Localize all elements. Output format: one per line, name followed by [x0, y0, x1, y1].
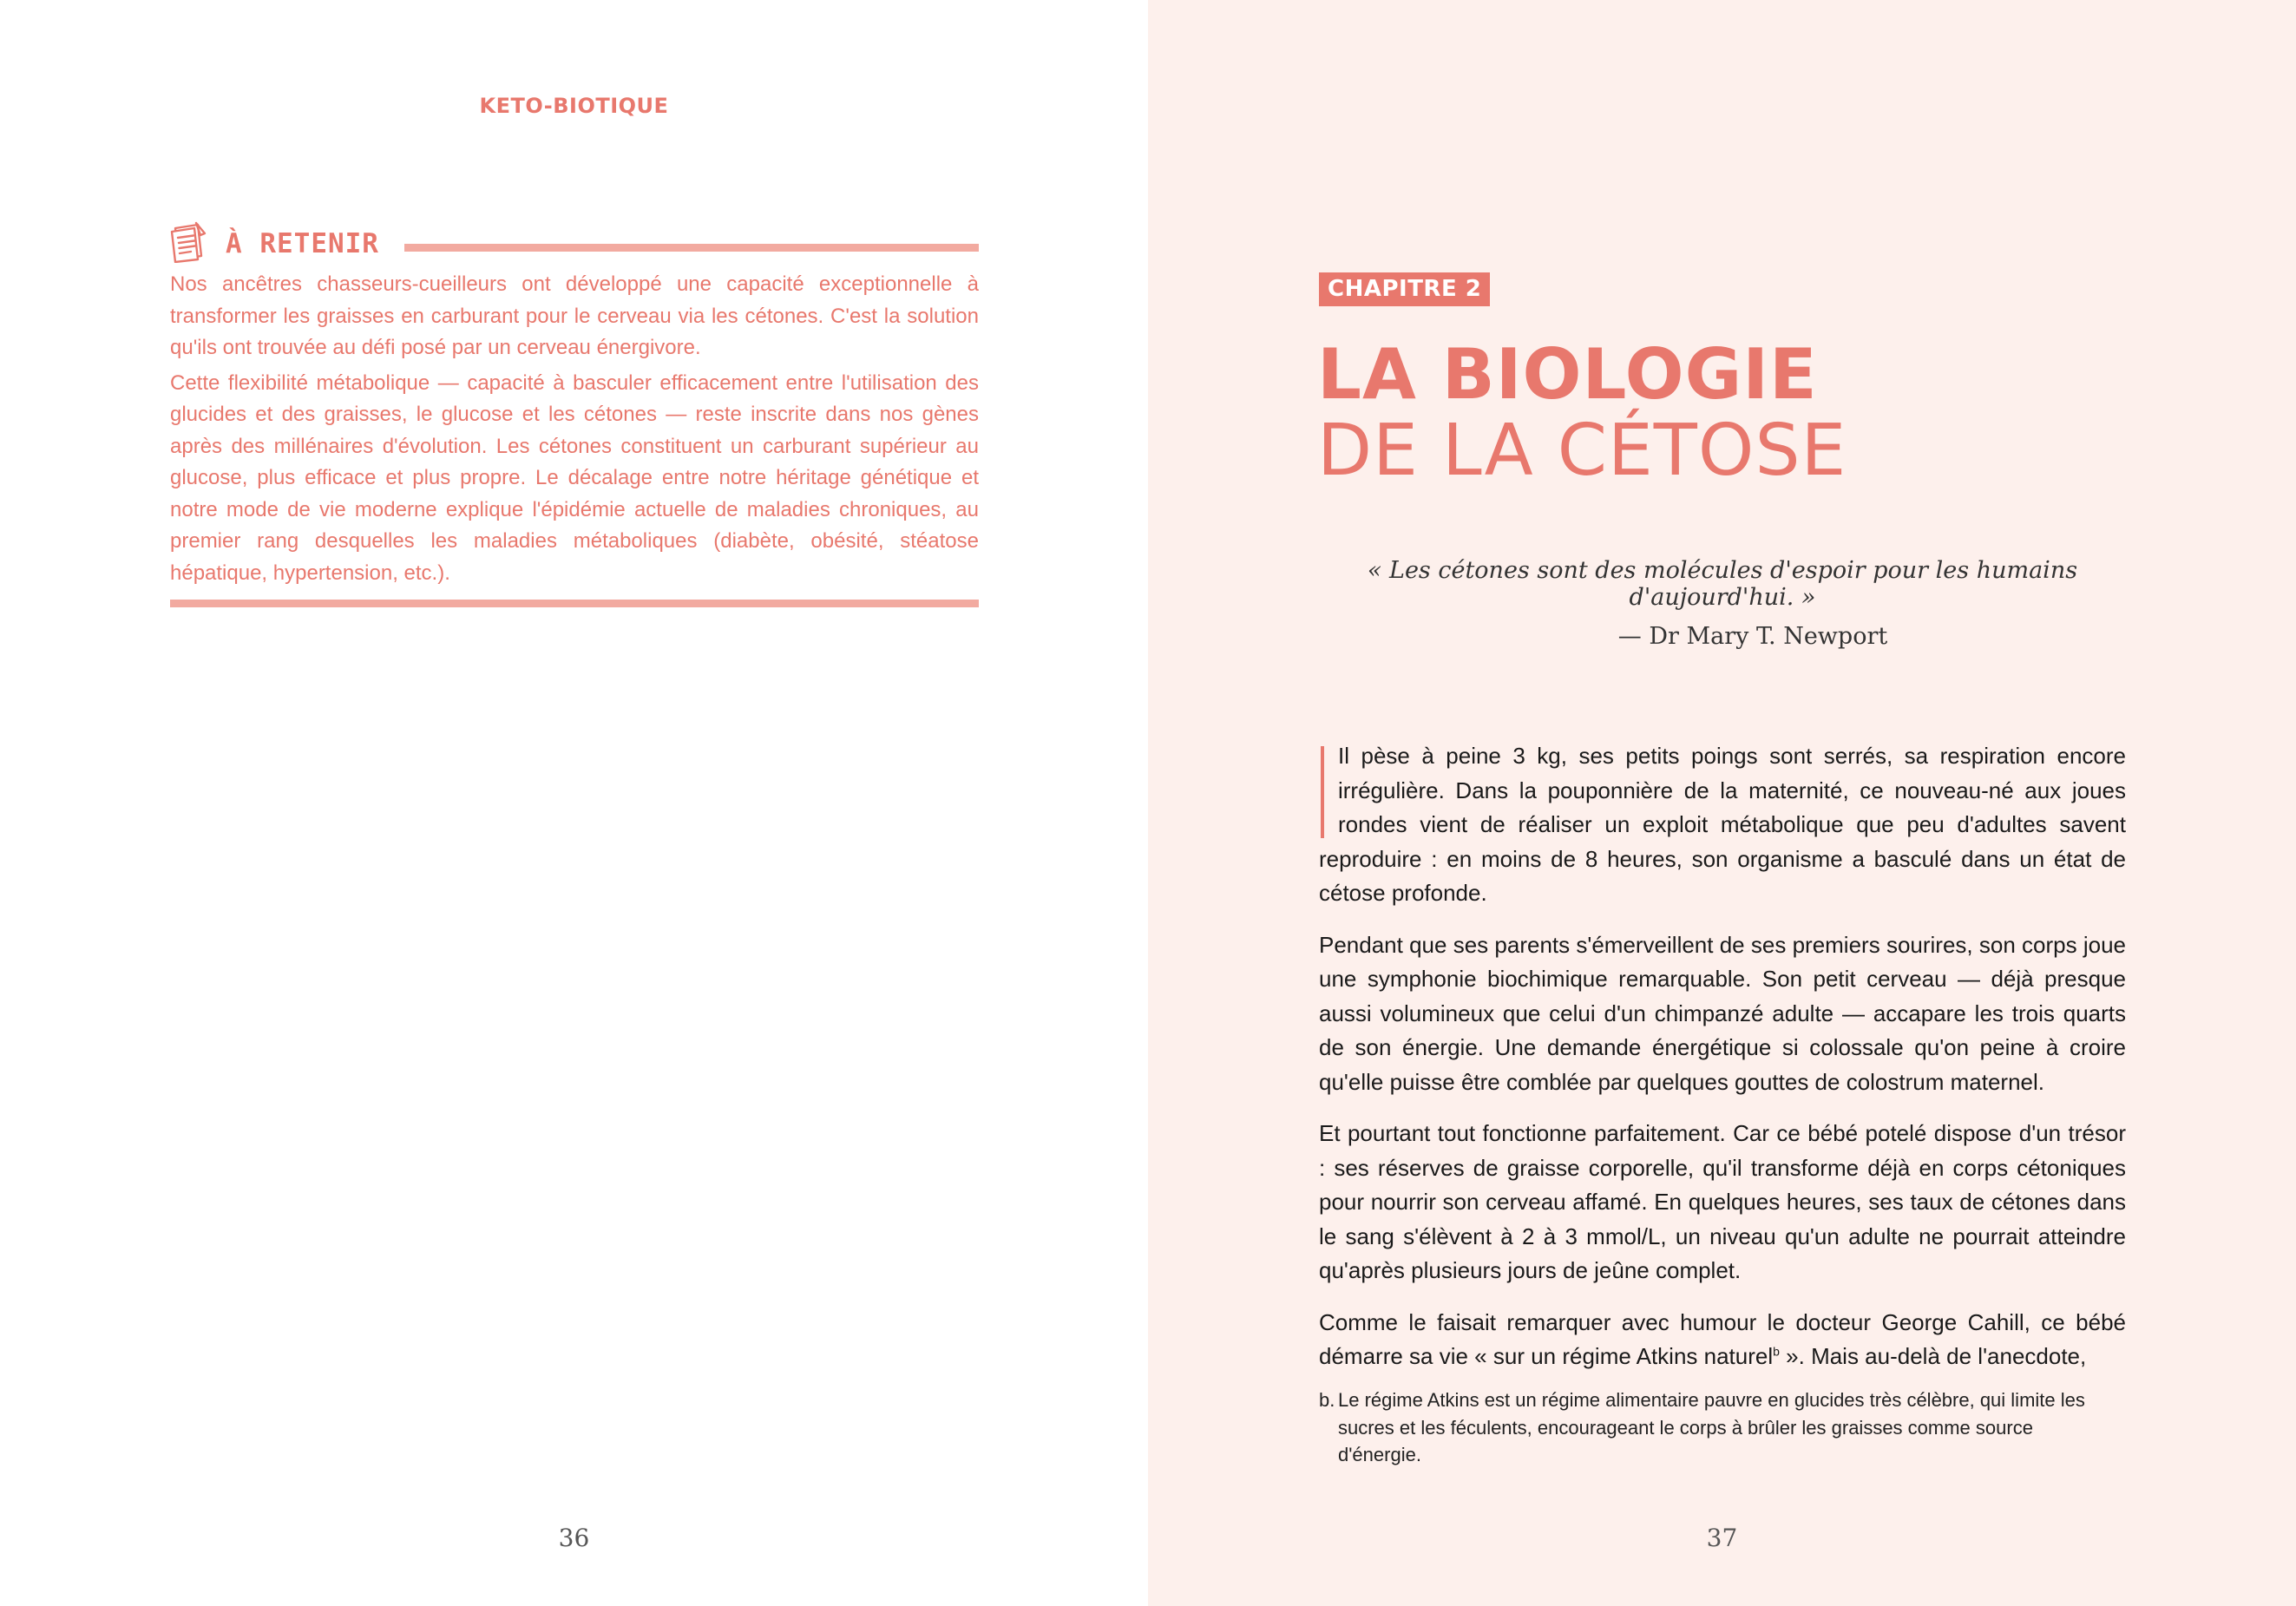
dropcap-bar	[1321, 746, 1324, 838]
body-paragraph-last	[1319, 1306, 2126, 1374]
running-head: KETO-BIOTIQUE	[479, 94, 669, 118]
footnote	[1319, 1386, 2091, 1469]
notepad-icon	[170, 221, 208, 263]
page-number-right: 37	[1706, 1524, 1738, 1552]
footnote-label: b.	[1319, 1389, 1335, 1411]
epigraph	[1319, 557, 2126, 650]
footnote-reference[interactable]: b	[1773, 1344, 1780, 1359]
opening-paragraph-wrap	[1319, 739, 2126, 911]
last-paragraph-start: Comme le faisait remarquer avec humour le docteur George Cahill, ce bébé démarre sa vie « sur un régime Atkins naturel	[1319, 1308, 2126, 1369]
chapter-title-line1: LA BIOLOGIE	[1317, 334, 1818, 415]
page-number-left: 36	[558, 1524, 590, 1552]
retenir-paragraph: Nos ancêtres chasseurs-cueilleurs ont développé une capacité exceptionnelle à transformer les graisses en carburant pour le cerveau via les cétones. C'est la solution qu'ils ont trouvée au défi posé par un cerveau énergivore.	[170, 272, 979, 359]
retenir-body	[170, 269, 979, 589]
retenir-top-rule	[404, 244, 979, 252]
retenir-header	[170, 221, 979, 265]
body-paragraph: Pendant que ses parents s'émerveillent de ses premiers sourires, son corps joue une symphonie biochimique remarquable. Son petit cerveau — déjà presque aussi volumineux que celui d'un chimpanzé adulte — accapare les trois quarts de son énergie. Une demande énergétique si colossale qu'on peine à croire qu'elle puisse être comblée par quelques gouttes de colostrum maternel.	[1319, 931, 2126, 1095]
epigraph-quote: « Les cétones sont des molécules d'espoir pour les humains d'aujourd'hui. »	[1367, 557, 2078, 611]
last-paragraph-end: ». Mais au-delà de l'anecdote,	[1779, 1343, 2087, 1369]
body-paragraph: Il pèse à peine 3 kg, ses petits poings sont serrés, sa respiration encore irrégulière. Dans la pouponnière de la maternité, ce nouveau-né aux joues rondes vient de réaliser un exploit métabolique que peu d'adultes savent reproduire : en moins de 8 heures, son organisme a basculé dans un état de cétose profonde.	[1319, 743, 2126, 906]
retenir-paragraph: Cette flexibilité métabolique — capacité à basculer efficacement entre l'utilisation des glucides et des graisses, le glucose et les cétones — reste inscrite dans nos gènes après des millénaires d'évolution. Les cétones constituent un carburant supérieur au glucose, plus efficace et plus propre. Le décalage entre notre héritage génétique et notre mode de vie moderne explique l'épidémie actuelle de maladies chroniques, au premier rang desquelles les maladies métaboliques (diabète, obésité, stéatose hépatique, hypertension, etc.).	[170, 370, 979, 585]
retenir-bottom-rule	[170, 600, 979, 607]
chapter-title-line2: DE LA CÉTOSE	[1317, 410, 1847, 492]
retenir-title: À RETENIR	[226, 228, 379, 259]
footnote-text: Le régime Atkins est un régime alimentaire pauvre en glucides très célèbre, qui limite les sucres et les féculents, encourageant le corps à brûler les graisses comme source d'énergie.	[1338, 1389, 2085, 1465]
body-paragraph: Et pourtant tout fonctionne parfaitement. Car ce bébé potelé dispose d'un trésor : ses réserves de graisse corporelle, qu'il transforme déjà en corps cétoniques pour nourrir son cerveau affamé. En quelques heures, ses taux de cétones dans le sang s'élèvent à 2 à 3 mmol/L, un niveau qu'un adulte ne pourrait atteindre qu'après plusieurs jours de jeûne complet.	[1319, 1120, 2126, 1283]
chapter-badge: CHAPITRE 2	[1319, 272, 1490, 306]
chapter-body	[1319, 739, 2126, 1392]
retenir-box	[170, 221, 979, 607]
epigraph-attribution: — Dr Mary T. Newport	[1617, 623, 1888, 650]
